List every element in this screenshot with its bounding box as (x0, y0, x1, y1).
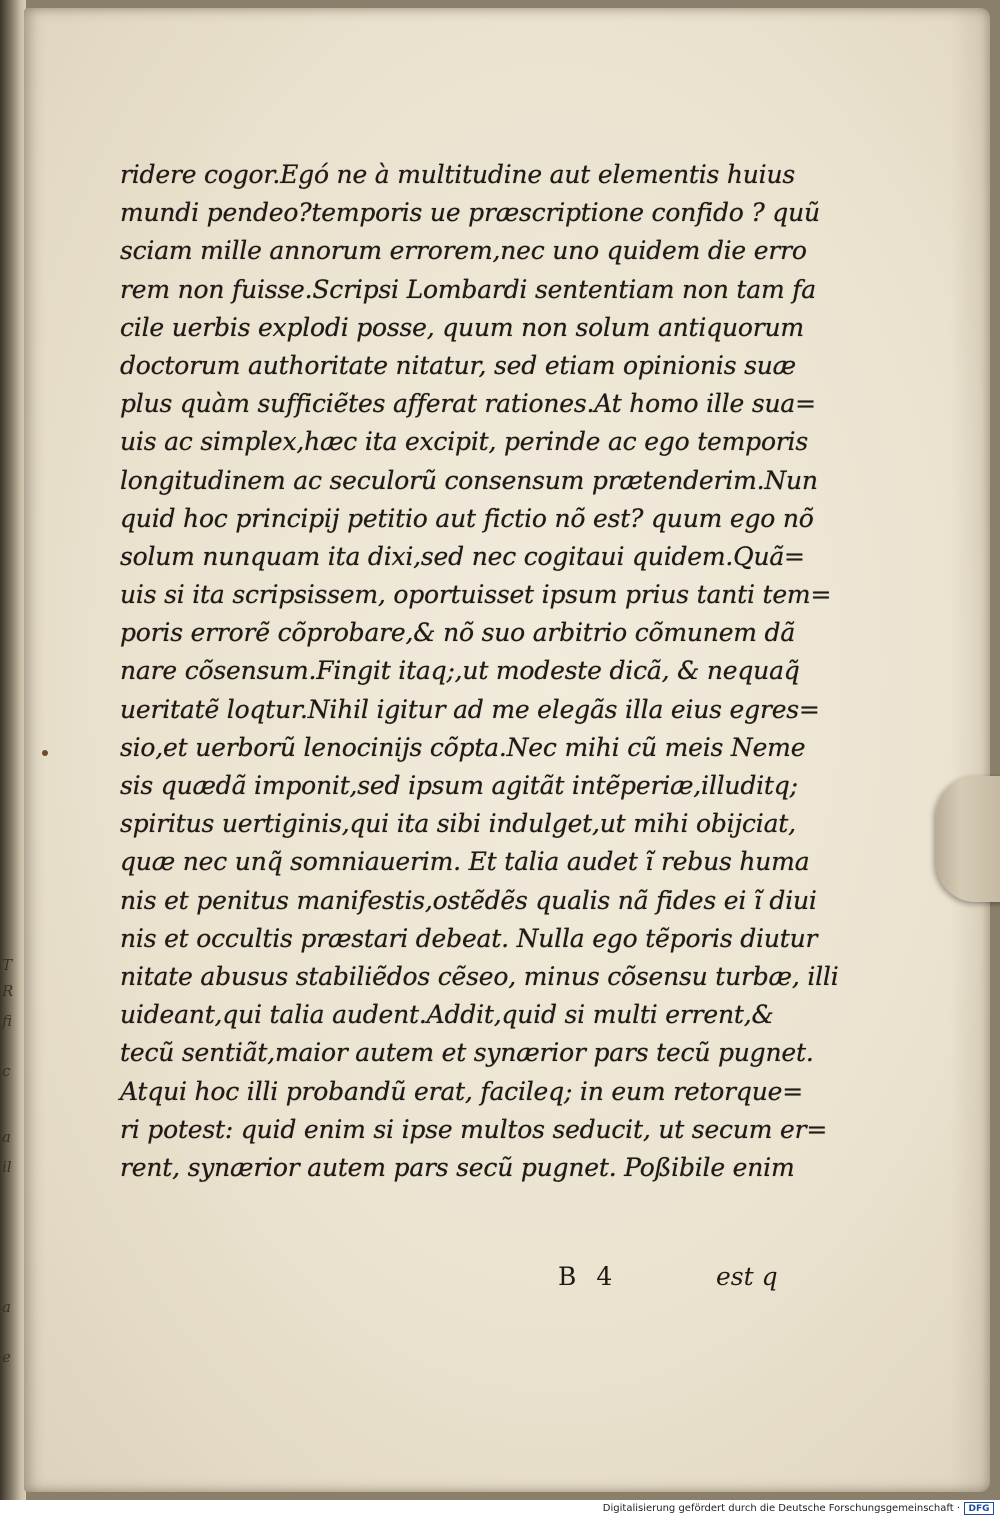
margin-fragment: T (2, 956, 13, 974)
text-line: quid hoc principij petitio aut fictio nõ est? quum ego nõ (120, 503, 814, 533)
text-line: poris errorẽ cõprobare,& nõ suo arbitrio cõmunem dã (120, 618, 796, 648)
text-line: rem non fuisse.Scripsi Lombardi sententiam non tam fa (120, 274, 816, 304)
printed-text-block (120, 156, 839, 1187)
dfg-logo: DFG (964, 1502, 994, 1515)
text-line: sio,et uerborũ lenocinijs cõpta.Nec mihi cũ meis Neme (120, 732, 806, 762)
text-line: ridere cogor.Egó ne à multitudine aut elementis huius (120, 160, 796, 189)
text-line: Atqui hoc illi probandũ erat, facileq; in eum retorque= (120, 1076, 803, 1106)
text-line: plus quàm sufficiẽtes afferat rationes.At homo ille sua= (120, 389, 816, 419)
text-line: tecũ sentiãt,maior autem et synærior pars tecũ pugnet. (120, 1038, 814, 1068)
margin-fragment: R (2, 982, 14, 1000)
page-shadow (950, 8, 990, 1492)
text-line: sis quædã imponit,sed ipsum agitãt intẽperiæ,illuditq; (120, 771, 798, 800)
text-line: uis si ita scripsissem, oportuisset ipsum prius tanti tem= (120, 580, 832, 610)
margin-fragment: il (2, 1158, 12, 1176)
margin-fragment: a (2, 1128, 11, 1146)
text-line: nitate abusus stabiliẽdos cẽseo, minus cõsensu turbæ, illi (120, 961, 839, 991)
text-line: sciam mille annorum errorem,nec uno quidem die erro (120, 236, 807, 266)
text-line: doctorum authoritate nitatur, sed etiam opinionis suæ (120, 350, 796, 380)
margin-fragment: e (2, 1348, 11, 1366)
text-line: quæ nec unq̃ somniauerim. Et talia audet ĩ rebus huma (120, 847, 810, 877)
text-line: ueritatẽ loqtur.Nihil igitur ad me elegãs illa eius egres= (120, 694, 820, 724)
text-line: nare cõsensum.Fingit itaq;,ut modeste dicã, & nequaq̃ (120, 656, 800, 686)
text-line: longitudinem ac seculorũ consensum prætenderim.Nun (120, 465, 818, 495)
signature-mark: B 4 (558, 1262, 619, 1291)
facing-page-edge (0, 0, 26, 1500)
funding-credit: Digitalisierung gefördert durch die Deutsche Forschungsgemeinschaft · (602, 1503, 960, 1514)
catchword: est q (716, 1262, 778, 1291)
text-line: cile uerbis explodi posse, quum non solum antiquorum (120, 312, 804, 342)
page-clip (936, 776, 1000, 902)
ink-spot (42, 750, 48, 756)
text-line: mundi pendeo?temporis ue præscriptione confido ? quũ (120, 198, 820, 228)
text-line: uideant,qui talia audent.Addit,quid si multi errent,& (120, 1000, 774, 1030)
margin-fragment: a (2, 1298, 11, 1316)
digitization-footer (0, 1500, 1000, 1518)
margin-fragment: c (2, 1062, 11, 1080)
text-line: rent, synærior autem pars secũ pugnet. Poßibile enim (120, 1152, 795, 1182)
text-line: solum nunquam ita dixi,sed nec cogitaui quidem.Quã= (120, 541, 805, 571)
text-line: spiritus uertiginis,qui ita sibi indulget,ut mihi obijciat, (120, 809, 796, 839)
page-footer-marks (96, 1262, 796, 1302)
text-line: nis et penitus manifestis,ostẽdẽs qualis nã fides ei ĩ diui (120, 885, 817, 915)
margin-fragment: fi (2, 1012, 13, 1030)
text-line: uis ac simplex,hæc ita excipit, perinde ac ego temporis (120, 427, 808, 457)
text-line: nis et occultis præstari debeat. Nulla ego tẽporis diutur (120, 923, 818, 953)
text-line: ri potest: quid enim si ipse multos seducit, ut secum er= (120, 1114, 828, 1144)
